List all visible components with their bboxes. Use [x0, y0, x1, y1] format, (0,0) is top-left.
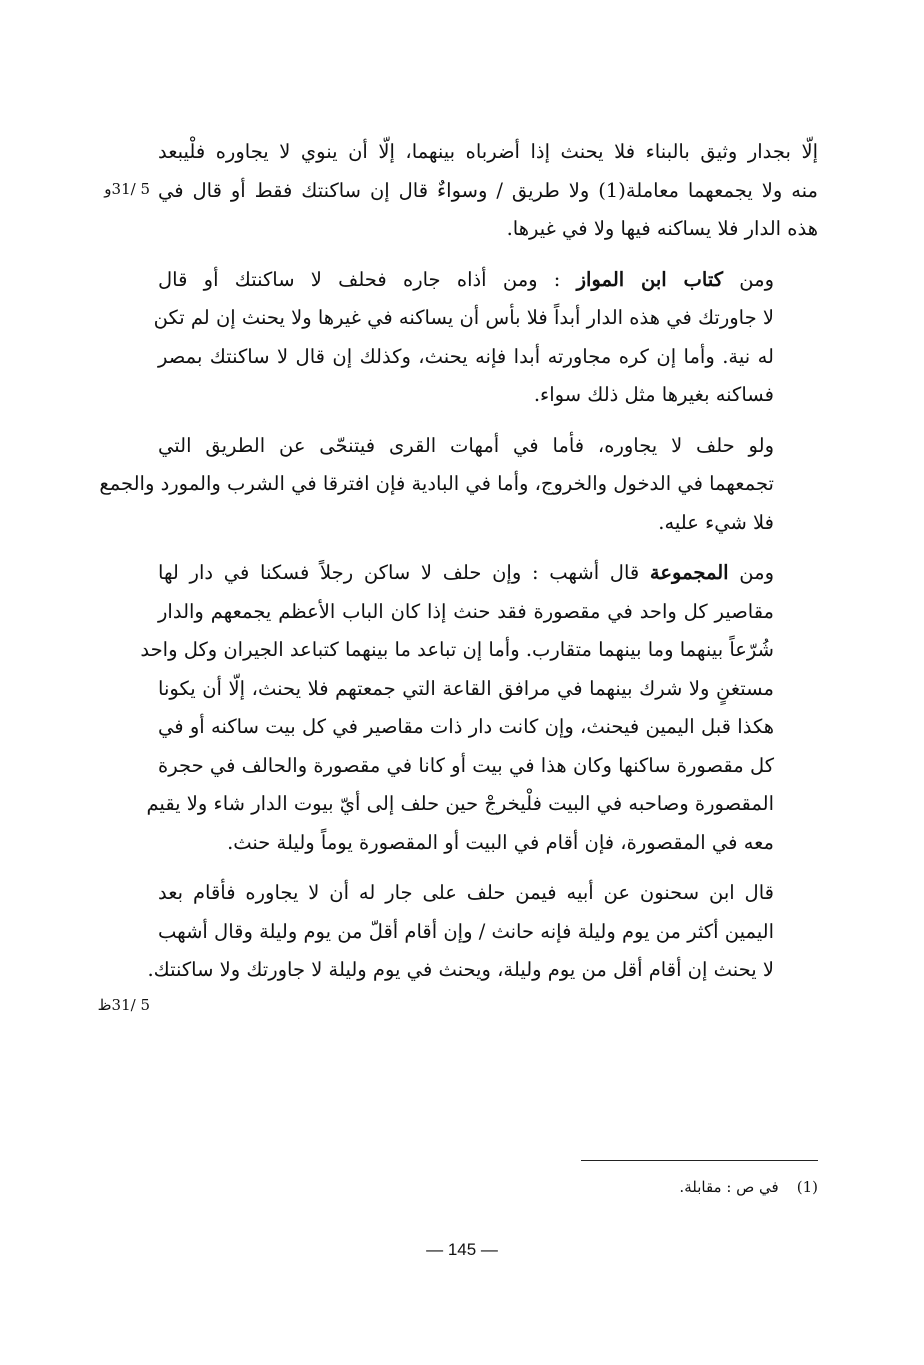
paragraph-1: [158, 133, 818, 249]
text-line: هذه الدار فلا يساكنه فيها ولا في غيرها.: [506, 217, 818, 240]
margin-folio-note: 5 /31و: [104, 180, 150, 198]
text-line: هكذا قبل اليمين فيحنث، وإن كانت دار ذات مقاصير في كل بيت ساكنه أو في: [158, 715, 774, 738]
margin-folio-note: 5 /31ظ: [97, 996, 150, 1014]
text-line: له نية. وأما إن كره مجاورته أبدا فإنه يحنث، وكذلك إن قال لا ساكنتك بمصر: [158, 344, 774, 368]
footnote-divider: [581, 1160, 818, 1161]
text-line: منه ولا يجمعهما معاملة(1) ولا طريق / وسواءٌ قال إن ساكنتك فقط أو قال في: [158, 178, 818, 202]
footnote: [518, 1178, 818, 1196]
source-title: المجموعة: [649, 561, 729, 584]
text-line: قال أشهب : وإن حلف لا ساكن رجلاً فسكنا في دار لها: [158, 561, 650, 584]
text-line: مقاصير كل واحد في مقصورة فقد حنث إذا كان الباب الأعظم يجمعهم والدار: [158, 599, 774, 623]
text-line: فساكنه بغيرها مثل ذلك سواء.: [533, 383, 774, 406]
lead-text: ومن: [723, 267, 774, 291]
text-line: معه في المقصورة، فإن أقام في البيت أو المقصورة يوماً وليلة حنث.: [227, 830, 774, 854]
text-line: لا يحنث إن أقام أقل من يوم وليلة، ويحنث في يوم وليلة لا جاورتك ولا ساكنتك.: [147, 958, 774, 981]
page-number: — 145 —: [426, 1240, 498, 1259]
paragraph-2: [153, 261, 818, 415]
text-line-with-heading: [158, 261, 818, 300]
footnote-text: في ص : مقابلة.: [679, 1178, 779, 1196]
lead-text: ومن: [728, 561, 774, 584]
text-line: إلّا بجدار وثيق بالبناء فلا يحنث إذا أضرباه بينهما، إلّا أن ينوي لا يجاوره فلْيبعد: [158, 140, 818, 163]
source-title: كتاب ابن المواز: [576, 267, 724, 291]
text-line: ولو حلف لا يجاوره، فأما في أمهات القرى فيتنحّى عن الطريق التي: [158, 433, 774, 457]
text-line: قال ابن سحنون عن أبيه فيمن حلف على جار له أن لا يجاوره فأقام بعد: [158, 881, 774, 904]
text-line: اليمين أكثر من يوم وليلة فإنه حانث / وإن أقام أقلّ من يوم وليلة وقال أشهب: [157, 919, 774, 943]
paragraph-5: [147, 874, 818, 990]
text-line-with-heading: [158, 554, 818, 593]
text-line: تجمعهما في الدخول والخروج، وأما في البادية فإن افترقا في الشرب والمورد والجمع: [99, 472, 774, 495]
text-line: مستغنٍ ولا شرك بينهما في مرافق القاعة التي جمعتهم فلا يحنث، إلّا أن يكونا: [158, 676, 774, 700]
text-line: : ومن أذاه جاره فحلف لا ساكنتك أو قال: [158, 267, 577, 291]
text-line: لا جاورتك في هذه الدار أبداً فلا بأس أن يساكنه في غيرها ولا يحنث إن لم تكن: [153, 306, 774, 329]
footnote-number: (1): [796, 1178, 818, 1196]
text-line: شُرّعاً بينهما وما بينهما متقارب. وأما إن تباعد ما بينهما كتباعد الجيران وكل واحد: [140, 638, 774, 661]
text-line: المقصورة وصاحبه في البيت فلْيخرجْ حين حلف إلى أيّ بيوت الدار شاء ولا يقيم: [146, 792, 774, 815]
paragraph-4: [140, 554, 818, 862]
text-line: كل مقصورة ساكنها وكان هذا في بيت أو كانا في مقصورة والحالف في حجرة: [158, 753, 774, 777]
text-line: فلا شيء عليه.: [658, 510, 774, 534]
paragraph-3: [99, 427, 818, 543]
